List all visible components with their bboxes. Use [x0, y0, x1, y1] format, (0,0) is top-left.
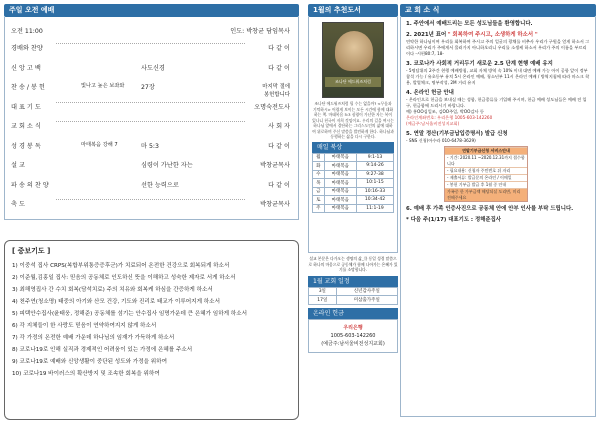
- worship-row-leader: 박창균목사: [260, 201, 290, 208]
- worship-presider: 인도: 박창균 담임목사: [230, 28, 290, 35]
- prayer-item: 10) 코로나19 바이러스의 확산방지 및 조속한 회복을 위하여: [12, 371, 160, 377]
- news-item-3: 3. 코로나가 사회적 거리두기 새로운 2.5 단계 현행 예배 유지 - 5명담위의 2주간 현행 예배방침, 교회 자체 방역 속 10% 이내 대면 예배 가능 아이 공항 앞이 정부 참석 가능 / 유초등부 유치 5시 온라인 예배, 청소년부 11시 온라인 예배 / 방역지침에 따라 마스크 착용, 발열체크, 명부작성, 2M 거리 유지: [406, 61, 590, 85]
- tax-receipt-notice: 연말기부금신청 서비스안내 - 기간: 2020.11 ~2020.12.31까지 접수합니다 - 필요내용: 신청자 주민번호 뒤 자리 - 제출서류: 발급문의 온라인 / 이메일 - 봉헌 기부금 발급 후 1월 중 안내 가족중 한 가부금액 해당되실 도리면, 미리 전해주세요: [444, 146, 528, 202]
- worship-row-label: 교 회 소 식: [11, 123, 41, 130]
- book-header: 1월의 추천도서: [308, 4, 398, 17]
- reading-chapter: 10:1-15: [356, 179, 393, 188]
- news-item-5: 5. 연말 정산(기부금납입증명서) 발급 신청 - SNS 신청(아수라 010-6478-3629) 연말기부금신청 서비스안내 - 기간: 2020.11 ~2020.12.31까지 접수합니다 - 필요내용: 신청자 주민번호 뒤 자리 - 제출서류: 발급문의 온라인 / 이메일 - 봉헌 기부금 발급 후 1월 중 안내 가족중 한 가부금액 해당되실 도리면, 미리 전해주세요: [406, 131, 590, 202]
- schedule-date: 17일: [309, 296, 337, 305]
- worship-row-label: 경배와 찬양: [11, 45, 43, 52]
- worship-row: 찬 송 / 봉 헌 27장 빛나고 높은 보좌와 마지막 절에 봉헌합니다: [11, 83, 290, 98]
- prayer-item: 3) 최해영집사 간 수치 회복(담석치료) 주의 치유와 회복케 하심을 간증하게 하소서: [12, 287, 213, 293]
- reading-book: 마태복음: [324, 170, 356, 179]
- worship-row-leader: 다 같 이: [268, 64, 290, 72]
- offering-bank: 우리은행: [343, 324, 363, 331]
- reading-row: [313, 204, 394, 213]
- offering-holder: (예금주:남서울비전성지교회): [321, 340, 385, 347]
- schedule-row: [309, 296, 398, 305]
- reading-day: 목: [313, 179, 325, 188]
- offering-section: [308, 308, 398, 353]
- schedule-section: [308, 276, 398, 305]
- dotted-leader: [56, 43, 245, 44]
- reading-section: [312, 142, 394, 214]
- dotted-leader: [56, 121, 245, 122]
- prayer-item: 8) 코로나19로 인해 실직과 경제적인 어려움이 있는 가정에 은혜를 주소서: [12, 347, 193, 353]
- schedule-table: [308, 287, 398, 305]
- worship-row-leader: 다 같 이: [268, 45, 290, 52]
- reading-book: 마태복음: [324, 187, 356, 196]
- motto-text: " 회복하여 주시고, 소생하게 하소서 ": [447, 32, 538, 38]
- reading-chapter: 11:1-19: [356, 204, 393, 213]
- middle-column: [308, 4, 398, 420]
- news-header: 교 회 소 식: [400, 4, 596, 17]
- worship-row-leader: 다 같 이: [268, 181, 290, 189]
- worship-row-label: 찬 송 / 봉 헌: [11, 84, 45, 91]
- reading-day: 주: [313, 204, 325, 213]
- reading-day: 화: [313, 162, 325, 171]
- offering-account: 1005-603-142260: [330, 332, 376, 339]
- offering-box: [308, 319, 398, 353]
- prayer-item: 1) 이중석 집사 CRPS(복합부위통증증후군)가 치료되어 온전한 건강으로 회복되게 하소서: [12, 263, 230, 269]
- schedule-event: 신년감사주일: [336, 287, 397, 296]
- news-section: [400, 4, 596, 420]
- reading-row: [313, 196, 394, 205]
- worship-time: 오전 11:00: [11, 28, 43, 35]
- reading-row: [313, 187, 394, 196]
- prayer-title: [ 중보기도 ]: [12, 247, 51, 255]
- book-cover-title: 조나단 에드워즈처럼: [325, 77, 381, 87]
- reading-book: 마태복음: [324, 162, 356, 171]
- prayer-item: 7) 각 가정의 온전한 예배 가운데 하나님의 임재가 가득하게 하소서: [12, 335, 175, 341]
- schedule-event: 미삼출가주일: [336, 296, 397, 305]
- worship-row-leader: 사 회 자: [268, 123, 290, 130]
- worship-order: [4, 17, 299, 220]
- prayer-item: 5) 피택안수집사(윤태웅, 정해준) 공동체를 섬기는 안수집사 임명가운데 큰 은혜가 임하게 하소서: [12, 311, 248, 317]
- worship-row: [11, 199, 290, 211]
- reading-header: 매일 북상: [312, 142, 394, 153]
- worship-row-leader: 박창균목사: [260, 162, 290, 169]
- prayer-item: 4) 천주연(청소명) 태중의 아기와 산모 건강, 기도와 진리로 태교가 이루어지게 하소서: [12, 299, 220, 305]
- news-item-2: 2. 2021년 표어 " 회복하여 주시고, 소생하게 하소서 " 연약한 하나님이여 우리를 회복하여 주시고 주의 얼굴의 광채를 비추사 우리가 구원을 얻게 하소서 그리하시면 우리가 주에게서 물러가지 아니하오리니 우리를 소생케 하소서 우리가 주의 이름을 부르리이다 -시편80:7, 18-: [406, 32, 590, 56]
- reading-table: [312, 153, 394, 214]
- prayer-item: 6) 각 지체들이 한 사랑도 믿음이 연약하여지지 않게 하소서: [12, 323, 157, 329]
- book-box: [308, 17, 398, 253]
- worship-row: [11, 102, 290, 114]
- dotted-leader: [56, 102, 245, 103]
- worship-row: [11, 43, 290, 55]
- reading-book: 마태복음: [324, 196, 356, 205]
- news-account: 온라인계좌번호: 우리은행 1005-603-142260: [406, 115, 493, 120]
- worship-row-label: 축 도: [11, 201, 25, 208]
- worship-row-label: 대 표 기 도: [11, 103, 41, 111]
- portrait-image: [335, 31, 373, 71]
- worship-row: [11, 121, 290, 133]
- schedule-date: 3일: [309, 287, 337, 296]
- reading-note: 설교 본문은 다가오는 생명의 삶_큐 동일 성경 말씀으로 하나의 마음으로 공동체가 함께 나아가는 은혜가 있기를 소망합니다.: [308, 256, 398, 272]
- reading-book: 마태복음: [324, 204, 356, 213]
- worship-row-label: 성 경 봉 독: [11, 142, 41, 150]
- reading-book: 마태복음: [324, 179, 356, 188]
- reading-day: 수: [313, 170, 325, 179]
- worship-row: 성 경 봉 독 마 5:3 마태복음 강해 7 다 같 이: [11, 141, 290, 150]
- reading-row: [313, 170, 394, 179]
- news-box: [400, 17, 596, 417]
- worship-row-label: 파 송 의 찬 양: [11, 181, 49, 189]
- reading-row: [313, 179, 394, 188]
- schedule-header: 1월 교회 일정: [308, 276, 398, 287]
- book-description: 조나단 에드워즈처럼 될 수는 없을까? <무릎과 기억하시> 어렵게 보이는 모든 시간에 함께 대화하는 책. 마태복음 5:3 심령이 가난한 자는 복이 있나니 천국이 저희 것임이요. 우리의 길을 여시는 하나님 앞에서 결단하는 그리스도인의 삶에 대하여 위로하며 주신 말씀을 발견하게 한다. 하나님과 동행하는 삶을 다시 구한다.: [312, 101, 394, 139]
- news-item-6: 6. 예배 후 가족 인증사진으로 공동체 안에 안부 인사를 부탁 드립니다.: [406, 206, 574, 212]
- worship-row-leader: 마지막 절에 봉헌합니다: [262, 84, 290, 98]
- reading-chapter: 9:14-26: [356, 162, 393, 171]
- reading-book: 마태복음: [324, 153, 356, 162]
- worship-row-leader: 다 같 이: [268, 142, 290, 150]
- worship-section: [4, 4, 299, 420]
- reading-row: [313, 162, 394, 171]
- worship-header: 주일 오전 예배: [4, 4, 299, 17]
- reading-day: 월: [313, 153, 325, 162]
- schedule-row: [309, 287, 398, 296]
- worship-time-row: [11, 26, 290, 38]
- prayer-item: 9) 코로나19로 예배와 신앙생활이 중단된 성도와 가정을 위하여: [12, 359, 167, 365]
- worship-row: 신 앙 고 백 사도신경 다 같 이: [11, 64, 290, 72]
- reading-day: 금: [313, 187, 325, 196]
- worship-row-label: 설 교: [11, 162, 25, 169]
- dotted-leader: [56, 199, 245, 200]
- reading-chapter: 9:1-13: [356, 153, 393, 162]
- reading-chapter: 10:16-33: [356, 187, 393, 196]
- prayer-item: 2) 이준월,김홍일 집사: 믿음의 공동체로 인도하신 뜻을 이해하고 성숙한 제자로 서게 하소서: [12, 275, 236, 281]
- reading-day: 토: [313, 196, 325, 205]
- offering-header: 온라인 헌금: [308, 308, 398, 319]
- news-item-1: 1. 주안에서 예배드리는 모든 성도님들을 환영합니다.: [406, 21, 533, 27]
- news-item-4: 4. 온라인 헌금 안내 - 온라인으로 헌금을 보내실 때는 성함, 헌금종류를 기입해 주시며, 헌금 예배 성도님들은 예배 전 입구, 헌금함에 드리시기 바랍니다. 예) 홍OO십일조, 김OO주일, 박OO감사 등 온라인계좌번호: 우리은행 1005-603-142260 (예금주:남서울비전성지교회): [406, 90, 590, 127]
- reading-chapter: 9:27-38: [356, 170, 393, 179]
- reading-chapter: 10:34-42: [356, 196, 393, 205]
- news-item-7: * 다음 주(1/17) 대표기도 : 정해준집사: [406, 217, 501, 223]
- worship-row: 설 교 심령이 가난한 자는 박창균목사: [11, 162, 290, 169]
- prayer-list: [4, 240, 299, 420]
- reading-row: [313, 153, 394, 162]
- worship-row-label: 신 앙 고 백: [11, 64, 41, 72]
- book-cover-image: [322, 22, 384, 98]
- worship-row: 파 송 의 찬 양 선한 능력으로 다 같 이: [11, 181, 290, 189]
- worship-row-leader: 오명숙전도사: [254, 103, 290, 111]
